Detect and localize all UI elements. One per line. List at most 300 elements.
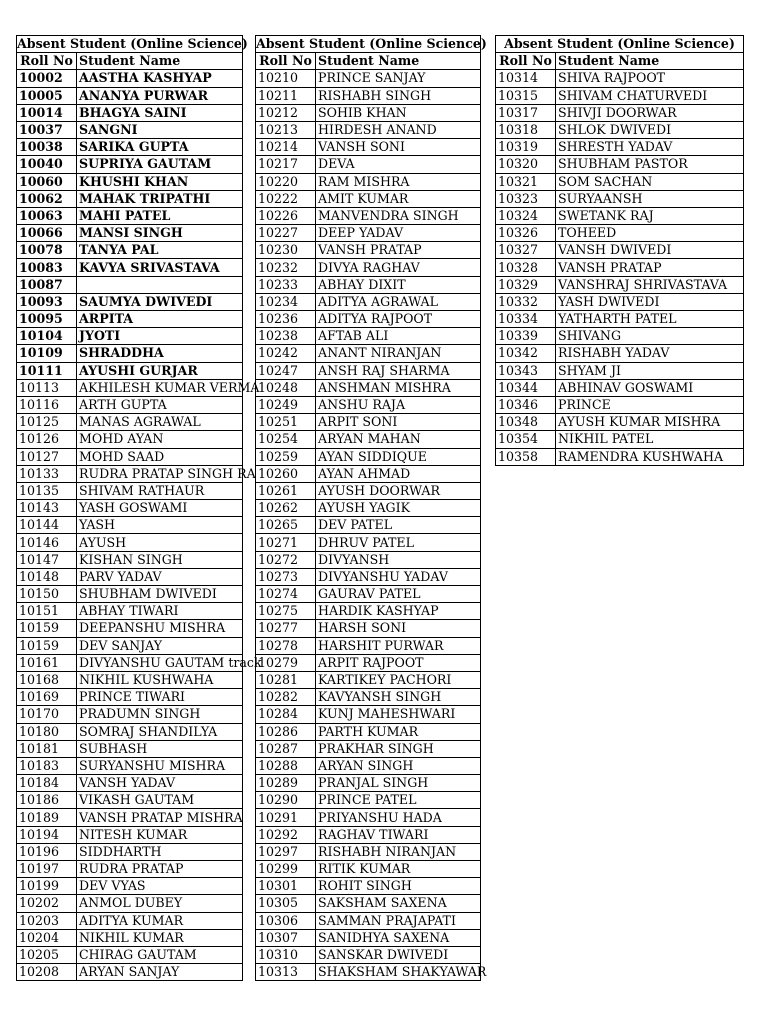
student-name-cell: DEV PATEL [316, 517, 481, 534]
student-name-cell: SIDDHARTH [77, 843, 243, 860]
student-name-cell: SHUBHAM PASTOR [556, 156, 744, 173]
roll-no-cell: 10319 [496, 139, 556, 156]
roll-no-cell: 10259 [256, 448, 316, 465]
student-name-cell: MANVENDRA SINGH [316, 207, 481, 224]
roll-no-cell: 10297 [256, 843, 316, 860]
roll-no-cell: 10197 [17, 861, 77, 878]
table-row [17, 311, 243, 328]
roll-no-cell: 10062 [17, 190, 77, 207]
table-row [256, 706, 481, 723]
student-name-cell: RAM MISHRA [316, 173, 481, 190]
roll-no-cell: 10260 [256, 465, 316, 482]
table-row [256, 293, 481, 310]
roll-no-cell: 10326 [496, 225, 556, 242]
roll-no-cell: 10320 [496, 156, 556, 173]
student-name-cell: AMIT KUMAR [316, 190, 481, 207]
table-row [17, 482, 243, 499]
roll-no-cell: 10211 [256, 87, 316, 104]
roll-no-cell: 10126 [17, 431, 77, 448]
table-row [256, 259, 481, 276]
roll-no-cell: 10104 [17, 328, 77, 345]
table-row [17, 757, 243, 774]
roll-no-cell: 10279 [256, 654, 316, 671]
roll-no-cell: 10148 [17, 568, 77, 585]
table-title: Absent Student (Online Science) [17, 36, 248, 52]
absent-table-1 [16, 35, 262, 981]
table-row [496, 190, 744, 207]
student-name-cell: YASH DWIVEDI [556, 293, 744, 310]
roll-no-cell: 10038 [17, 139, 77, 156]
roll-no-cell: 10147 [17, 551, 77, 568]
roll-no-cell: 10203 [17, 912, 77, 929]
student-name-cell: HARSHIT PURWAR [316, 637, 481, 654]
roll-no-cell: 10265 [256, 517, 316, 534]
roll-no-cell: 10180 [17, 723, 77, 740]
student-name-cell: SAMMAN PRAJAPATI [316, 912, 481, 929]
roll-no-cell: 10087 [17, 276, 77, 293]
roll-no-cell: 10232 [256, 259, 316, 276]
student-name-cell: JYOTI [77, 328, 243, 345]
table-row [17, 276, 243, 293]
student-name-cell: PRAKHAR SINGH [316, 740, 481, 757]
student-name-cell: RUDRA PRATAP [77, 861, 243, 878]
table-row [496, 104, 744, 121]
student-name-cell: KAVYA SRIVASTAVA [77, 259, 243, 276]
roll-no-cell: 10317 [496, 104, 556, 121]
roll-no-cell: 10040 [17, 156, 77, 173]
table-row [17, 946, 243, 963]
student-name-cell: SHRADDHA [77, 345, 243, 362]
student-name-cell: VANSH PRATAP [556, 259, 744, 276]
table-row [17, 362, 243, 379]
roll-no-cell: 10083 [17, 259, 77, 276]
table-row [256, 740, 481, 757]
roll-no-cell: 10189 [17, 809, 77, 826]
student-name-cell: YASH [77, 517, 243, 534]
student-name-cell: AYUSH KUMAR MISHRA [556, 414, 744, 431]
roll-no-cell: 10290 [256, 792, 316, 809]
table-row [17, 723, 243, 740]
table-row [256, 775, 481, 792]
table [495, 35, 744, 466]
student-name-cell: ABHINAV GOSWAMI [556, 379, 744, 396]
student-name-cell: SOMRAJ SHANDILYA [77, 723, 243, 740]
table-row [17, 861, 243, 878]
roll-no-cell: 10063 [17, 207, 77, 224]
roll-no-cell: 10204 [17, 929, 77, 946]
table-row [17, 603, 243, 620]
student-name-cell: HIRDESH ANAND [316, 121, 481, 138]
roll-no-cell: 10226 [256, 207, 316, 224]
student-name-cell: AASTHA KASHYAP [77, 70, 243, 87]
student-name-cell: SHIVAM CHATURVEDI [556, 87, 744, 104]
table-row [256, 190, 481, 207]
student-name-cell: ADITYA RAJPOOT [316, 311, 481, 328]
table-row [256, 87, 481, 104]
roll-no-cell: 10306 [256, 912, 316, 929]
roll-no-cell: 10315 [496, 87, 556, 104]
table-row [256, 637, 481, 654]
table-row [17, 671, 243, 688]
student-name-cell: KISHAN SINGH [77, 551, 243, 568]
roll-no-cell: 10210 [256, 70, 316, 87]
roll-no-cell: 10305 [256, 895, 316, 912]
table-row [17, 345, 243, 362]
student-name-header: Student Name [77, 53, 243, 70]
roll-no-cell: 10199 [17, 878, 77, 895]
table-row [496, 379, 744, 396]
table-row [256, 671, 481, 688]
student-name-cell: PARTH KUMAR [316, 723, 481, 740]
table-row [496, 396, 744, 413]
student-name-cell: ARYAN SINGH [316, 757, 481, 774]
table-row [17, 431, 243, 448]
student-name-cell: VANSH YADAV [77, 775, 243, 792]
roll-no-cell: 10247 [256, 362, 316, 379]
student-name-cell: RISHABH SINGH [316, 87, 481, 104]
student-name-cell: AYAN AHMAD [316, 465, 481, 482]
roll-no-cell: 10238 [256, 328, 316, 345]
table-row [256, 345, 481, 362]
roll-no-cell: 10230 [256, 242, 316, 259]
student-name-cell: SHIVANG [556, 328, 744, 345]
student-name-cell: DIVYANSHU YADAV [316, 568, 481, 585]
roll-no-cell: 10282 [256, 689, 316, 706]
roll-no-cell: 10249 [256, 396, 316, 413]
roll-no-cell: 10339 [496, 328, 556, 345]
roll-no-cell: 10183 [17, 757, 77, 774]
student-name-cell: KUNJ MAHESHWARI [316, 706, 481, 723]
roll-no-cell: 10078 [17, 242, 77, 259]
table-row [17, 173, 243, 190]
roll-no-cell: 10271 [256, 534, 316, 551]
roll-no-cell: 10066 [17, 225, 77, 242]
student-name-cell: NIKHIL PATEL [556, 431, 744, 448]
table-row [496, 431, 744, 448]
student-name-cell: SANSKAR DWIVEDI [316, 946, 481, 963]
roll-no-cell: 10194 [17, 826, 77, 843]
roll-no-cell: 10234 [256, 293, 316, 310]
student-name-cell: PRADUMN SINGH [77, 706, 243, 723]
roll-no-cell: 10133 [17, 465, 77, 482]
roll-no-cell: 10329 [496, 276, 556, 293]
student-name-cell: AFTAB ALI [316, 328, 481, 345]
table-row [496, 70, 744, 87]
table-row [496, 345, 744, 362]
roll-no-cell: 10208 [17, 964, 77, 981]
student-name-cell: VANSH PRATAP MISHRA [77, 809, 243, 826]
roll-no-cell: 10005 [17, 87, 77, 104]
roll-no-cell: 10242 [256, 345, 316, 362]
student-name-cell: NITESH KUMAR [77, 826, 243, 843]
student-name-cell: PARV YADAV [77, 568, 243, 585]
table-row [17, 912, 243, 929]
student-name-header: Student Name [556, 53, 744, 70]
student-name-cell: ARPITA [77, 311, 243, 328]
table-row [17, 242, 243, 259]
roll-no-cell: 10159 [17, 620, 77, 637]
roll-no-cell: 10301 [256, 878, 316, 895]
roll-no-cell: 10113 [17, 379, 77, 396]
roll-no-cell: 10233 [256, 276, 316, 293]
table-row [256, 207, 481, 224]
student-name-cell: VIKASH GAUTAM [77, 792, 243, 809]
student-name-cell: DEVA [316, 156, 481, 173]
student-name-cell: ARPIT RAJPOOT [316, 654, 481, 671]
roll-no-cell: 10002 [17, 70, 77, 87]
roll-no-cell: 10344 [496, 379, 556, 396]
table-row [17, 259, 243, 276]
table-row [256, 603, 481, 620]
table-row [256, 242, 481, 259]
table-row [17, 87, 243, 104]
roll-no-cell: 10151 [17, 603, 77, 620]
student-name-cell: KHUSHI KHAN [77, 173, 243, 190]
roll-no-cell: 10328 [496, 259, 556, 276]
roll-no-cell: 10281 [256, 671, 316, 688]
roll-no-cell: 10307 [256, 929, 316, 946]
table-row [17, 689, 243, 706]
table-row [256, 757, 481, 774]
student-name-cell: SUPRIYA GAUTAM [77, 156, 243, 173]
roll-no-cell: 10324 [496, 207, 556, 224]
student-name-cell: DIVYANSH [316, 551, 481, 568]
roll-no-cell: 10318 [496, 121, 556, 138]
student-name-cell: RAMENDRA KUSHWAHA [556, 448, 744, 465]
roll-no-cell: 10227 [256, 225, 316, 242]
student-name-cell: MANAS AGRAWAL [77, 414, 243, 431]
roll-no-cell: 10272 [256, 551, 316, 568]
table-row [256, 689, 481, 706]
table-row [496, 311, 744, 328]
table-row [256, 568, 481, 585]
table-row [17, 895, 243, 912]
table-row [496, 156, 744, 173]
table-row [256, 311, 481, 328]
table-row [496, 121, 744, 138]
roll-no-cell: 10284 [256, 706, 316, 723]
student-name-cell: PRINCE TIWARI [77, 689, 243, 706]
absent-table-2 [255, 35, 487, 981]
roll-no-cell: 10313 [256, 964, 316, 981]
student-name-cell: VANSH SONI [316, 139, 481, 156]
student-name-cell: HARSH SONI [316, 620, 481, 637]
roll-no-cell: 10291 [256, 809, 316, 826]
table-row [17, 637, 243, 654]
roll-no-cell: 10222 [256, 190, 316, 207]
table-body [256, 70, 487, 981]
student-name-cell: DEEP YADAV [316, 225, 481, 242]
table-row [496, 173, 744, 190]
student-name-cell: SANIDHYA SAXENA [316, 929, 481, 946]
table-row [17, 775, 243, 792]
roll-no-cell: 10144 [17, 517, 77, 534]
table-row [17, 809, 243, 826]
table-row [256, 878, 481, 895]
student-name-cell: ANSHU RAJA [316, 396, 481, 413]
roll-no-cell: 10014 [17, 104, 77, 121]
student-name-cell: AYUSH DOORWAR [316, 482, 481, 499]
table-row [17, 740, 243, 757]
student-name-cell: SARIKA GUPTA [77, 139, 243, 156]
table-row [17, 379, 243, 396]
student-name-cell: ANMOL DUBEY [77, 895, 243, 912]
table-row [256, 431, 481, 448]
roll-no-cell: 10212 [256, 104, 316, 121]
roll-no-cell: 10095 [17, 311, 77, 328]
student-name-cell: KAVYANSH SINGH [316, 689, 481, 706]
table-row [256, 448, 481, 465]
roll-no-cell: 10261 [256, 482, 316, 499]
table-row [256, 534, 481, 551]
table-row [256, 414, 481, 431]
student-name-cell: SHIVJI DOORWAR [556, 104, 744, 121]
student-name-cell: AYUSHI GURJAR [77, 362, 243, 379]
student-name-cell: HARDIK KASHYAP [316, 603, 481, 620]
table [255, 35, 487, 981]
student-name-cell: DEV VYAS [77, 878, 243, 895]
roll-no-cell: 10125 [17, 414, 77, 431]
student-name-cell: RUDRA PRATAP SINGH RA [77, 465, 243, 482]
table-row [496, 448, 744, 465]
table-row [17, 104, 243, 121]
student-name-cell: MAHAK TRIPATHI [77, 190, 243, 207]
student-name-cell: SWETANK RAJ [556, 207, 744, 224]
table-row [256, 482, 481, 499]
table-row [256, 895, 481, 912]
table-row [256, 946, 481, 963]
table-row [256, 276, 481, 293]
table-body [17, 70, 262, 981]
table-row [496, 328, 744, 345]
roll-no-cell: 10275 [256, 603, 316, 620]
student-name-cell: SHIVA RAJPOOT [556, 70, 744, 87]
table-row [496, 293, 744, 310]
table-title: Absent Student (Online Science) [496, 36, 744, 53]
table-row [496, 414, 744, 431]
roll-no-cell: 10348 [496, 414, 556, 431]
table-row [17, 190, 243, 207]
table-row [256, 723, 481, 740]
table-row [256, 586, 481, 603]
table-row [256, 362, 481, 379]
table-row [496, 362, 744, 379]
roll-no-cell: 10299 [256, 861, 316, 878]
student-name-cell: YATHARTH PATEL [556, 311, 744, 328]
student-name-cell: AKHILESH KUMAR VERMA [77, 379, 243, 396]
roll-no-cell: 10342 [496, 345, 556, 362]
roll-no-header: Roll No [496, 53, 556, 70]
table-row [496, 276, 744, 293]
roll-no-cell: 10150 [17, 586, 77, 603]
table-row [17, 654, 243, 671]
student-name-cell: DEEPANSHU MISHRA [77, 620, 243, 637]
table-row [256, 70, 481, 87]
table-row [17, 929, 243, 946]
roll-no-cell: 10287 [256, 740, 316, 757]
table-row [256, 121, 481, 138]
student-name-cell: SHIVAM RATHAUR [77, 482, 243, 499]
student-name-cell: PRINCE [556, 396, 744, 413]
student-name-cell: DIVYANSHU GAUTAM track [77, 654, 243, 671]
table-row [496, 87, 744, 104]
student-name-cell: RISHABH NIRANJAN [316, 843, 481, 860]
student-name-cell: DHRUV PATEL [316, 534, 481, 551]
roll-no-cell: 10169 [17, 689, 77, 706]
roll-no-cell: 10184 [17, 775, 77, 792]
student-name-cell: RITIK KUMAR [316, 861, 481, 878]
student-name-cell: DEV SANJAY [77, 637, 243, 654]
roll-no-cell: 10288 [256, 757, 316, 774]
table-row [17, 465, 243, 482]
table-row [496, 242, 744, 259]
student-name-header: Student Name [316, 53, 481, 70]
student-name-cell: ARPIT SONI [316, 414, 481, 431]
roll-no-cell: 10248 [256, 379, 316, 396]
table-row [256, 156, 481, 173]
roll-no-cell: 10278 [256, 637, 316, 654]
student-name-cell: SUBHASH [77, 740, 243, 757]
table-row [17, 517, 243, 534]
table-row [17, 414, 243, 431]
student-name-cell: ANANT NIRANJAN [316, 345, 481, 362]
table-row [17, 878, 243, 895]
student-name-cell: SHYAM JI [556, 362, 744, 379]
student-name-cell: SHLOK DWIVEDI [556, 121, 744, 138]
table-row [256, 551, 481, 568]
roll-no-cell: 10220 [256, 173, 316, 190]
table-body [496, 70, 744, 465]
roll-no-cell: 10093 [17, 293, 77, 310]
roll-no-cell: 10127 [17, 448, 77, 465]
roll-no-cell: 10111 [17, 362, 77, 379]
roll-no-cell: 10159 [17, 637, 77, 654]
roll-no-cell: 10277 [256, 620, 316, 637]
roll-no-cell: 10289 [256, 775, 316, 792]
table-row [256, 929, 481, 946]
table-row [496, 259, 744, 276]
student-name-cell [77, 276, 243, 293]
student-name-cell: NIKHIL KUSHWAHA [77, 671, 243, 688]
student-name-cell: VANSH PRATAP [316, 242, 481, 259]
table-row [17, 328, 243, 345]
roll-no-cell: 10358 [496, 448, 556, 465]
table-row [17, 225, 243, 242]
table-row [256, 500, 481, 517]
student-name-cell: GAURAV PATEL [316, 586, 481, 603]
student-name-cell: NIKHIL KUMAR [77, 929, 243, 946]
table-row [17, 964, 243, 981]
table-row [17, 156, 243, 173]
student-name-cell: ANANYA PURWAR [77, 87, 243, 104]
student-name-cell: SAKSHAM SAXENA [316, 895, 481, 912]
roll-no-cell: 10323 [496, 190, 556, 207]
roll-no-header: Roll No [256, 53, 316, 70]
table-row [17, 448, 243, 465]
student-name-cell: ARTH GUPTA [77, 396, 243, 413]
roll-no-cell: 10196 [17, 843, 77, 860]
table-row [17, 500, 243, 517]
student-name-cell: ADITYA AGRAWAL [316, 293, 481, 310]
absent-table-3 [495, 35, 744, 466]
roll-no-cell: 10251 [256, 414, 316, 431]
student-name-cell: VANSH DWIVEDI [556, 242, 744, 259]
student-name-cell: YASH GOSWAMI [77, 500, 243, 517]
table-row [17, 207, 243, 224]
student-name-cell: ABHAY TIWARI [77, 603, 243, 620]
table [16, 35, 262, 981]
student-name-cell: SOHIB KHAN [316, 104, 481, 121]
